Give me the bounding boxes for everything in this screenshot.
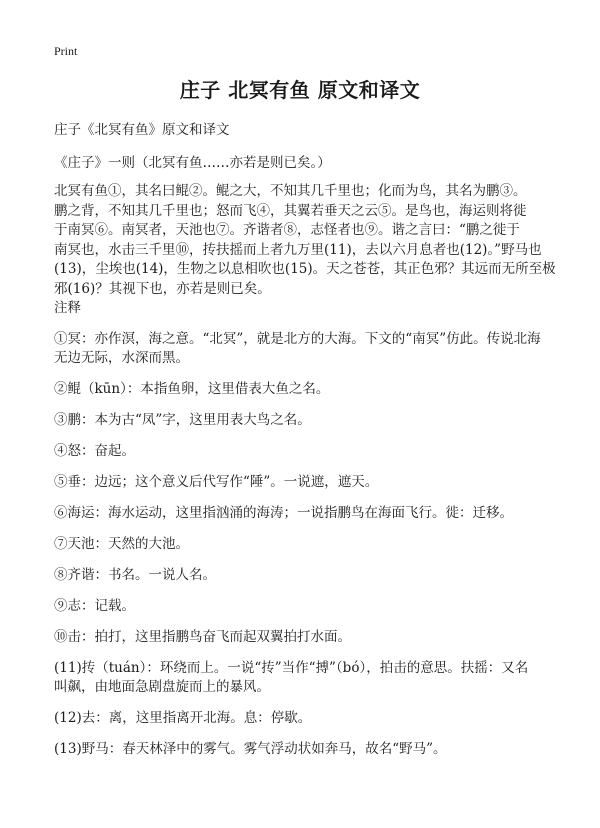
note-line: ⑥海运：海水运动，这里指汹涌的海涛；一说指鹏鸟在海面飞行。徙：迁移。 <box>54 505 513 521</box>
original-text-line: 鹏之背，不知其几千里也；怒而飞④，其翼若垂天之云⑤。是鸟也，海运则将徙 <box>54 202 527 219</box>
print-label: Print <box>54 44 78 58</box>
note-line: (12)去：离，这里指离开北海。息：停歇。 <box>54 710 312 726</box>
note-line: 叫飙，由地面急剧盘旋而上的暴风。 <box>54 679 270 695</box>
note-line: 无边无际，水深而黑。 <box>54 350 189 366</box>
note-line: ⑨志：记载。 <box>54 598 135 614</box>
notes-heading: 注释 <box>54 300 81 316</box>
original-text-line: (13)，尘埃也(14)，生物之以息相吹也(15)。天之苍苍，其正色邪？其远而无所至极 <box>54 261 556 277</box>
note-line: ①冥：亦作溟，海之意。“北冥”，就是北方的大海。下文的“南冥”仿此。传说北海 <box>54 331 541 347</box>
note-line: (13)野马：春天林泽中的雾气。雾气浮动状如奔马，故名“野马”。 <box>54 741 447 757</box>
note-line: ⑦天池：天然的大池。 <box>54 536 189 552</box>
original-text-line: 南冥也，水击三千里⑩，抟扶摇而上者九万里(11)，去以六月息者也(12)。”野马也 <box>54 241 542 258</box>
note-line: ④怒：奋起。 <box>54 443 135 459</box>
note-line: ③鹏：本为古“凤”字，这里用表大鸟之名。 <box>54 412 311 428</box>
note-line: ⑧齐谐：书名。一说人名。 <box>54 567 216 583</box>
original-text <box>54 182 554 299</box>
original-text-line: 于南冥⑥。南冥者，天池也⑦。齐谐者⑧，志怪者也⑨。谐之言曰：“鹏之徙于 <box>54 222 520 238</box>
original-text-line: 邪(16)？其视下也，亦若是则已矣。 <box>54 280 271 297</box>
passage-intro: 《庄子》一则（北冥有鱼……亦若是则已矣。） <box>54 155 331 171</box>
note-line: (11)抟（tuán）：环绕而上。一说“抟”当作“搏”（bó），拍击的意思。扶摇：又名 <box>54 660 529 676</box>
note-line: ②鲲（kūn）：本指鱼卵，这里借表大鱼之名。 <box>54 381 330 397</box>
document-subtitle: 庄子《北冥有鱼》原文和译文 <box>54 122 230 138</box>
page-title: 庄子 北冥有鱼 原文和译文 <box>179 78 421 102</box>
note-line: ⑤垂：边远；这个意义后代写作“陲”。一说遮，遮天。 <box>54 474 379 490</box>
original-text-line: 北冥有鱼①，其名曰鲲②。鲲之大，不知其几千里也；化而为鸟，其名为鹏③。 <box>54 183 527 199</box>
note-line: ⑩击：拍打，这里指鹏鸟奋飞而起双翼拍打水面。 <box>54 629 351 645</box>
